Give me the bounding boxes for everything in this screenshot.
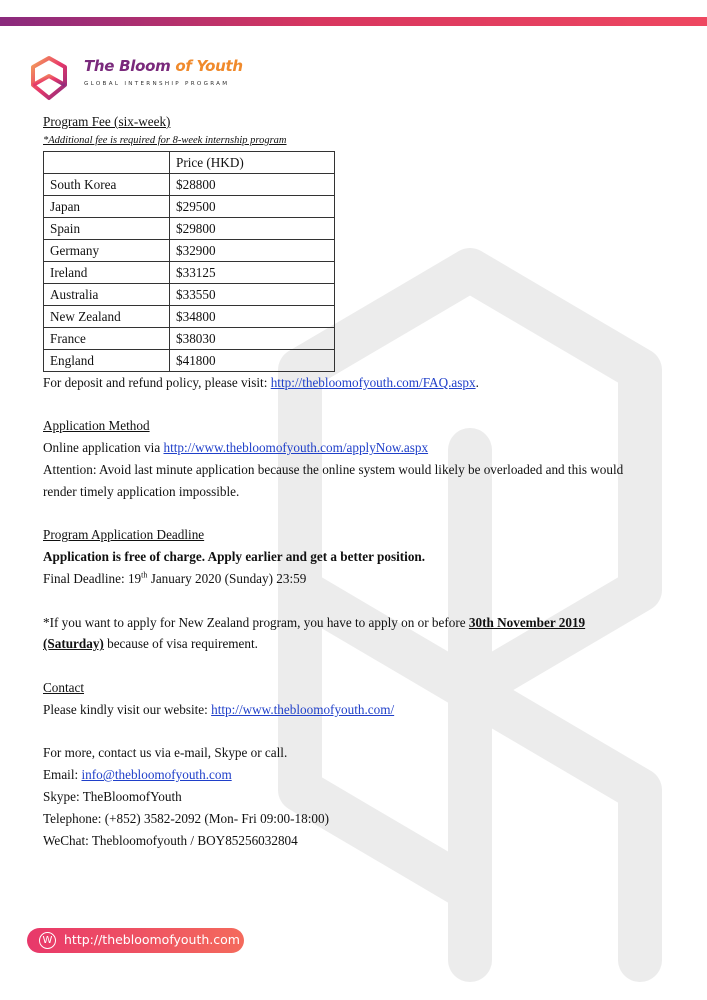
fee-table-row: [44, 327, 335, 349]
new-zealand-note: *If you want to apply for New Zealand program, you have to apply on or before 30th November 2019: [43, 614, 586, 630]
fee-table-row: [44, 305, 335, 327]
price-cell: $32900: [170, 239, 335, 261]
fee-table: [43, 151, 335, 372]
footer-url[interactable]: http://thebloomofyouth.com: [64, 932, 240, 947]
new-zealand-note-cont: (Saturday) because of visa requirement.: [43, 636, 258, 652]
country-cell: Germany: [44, 239, 170, 261]
country-cell: [44, 151, 170, 173]
attention-line-2: render timely application impossible.: [43, 483, 240, 499]
fee-table-row: [44, 195, 335, 217]
top-gradient-bar: [0, 17, 707, 26]
fee-table-row: [44, 173, 335, 195]
fee-table-row: [44, 349, 335, 371]
web-icon: W: [39, 932, 56, 949]
fee-table-row: [44, 283, 335, 305]
country-cell: New Zealand: [44, 305, 170, 327]
deadline-heading: Program Application Deadline: [43, 527, 205, 543]
country-cell: Japan: [44, 195, 170, 217]
price-cell: $38030: [170, 327, 335, 349]
country-cell: Spain: [44, 217, 170, 239]
document-body: [43, 111, 683, 851]
price-cell: $29800: [170, 217, 335, 239]
brand-logo: [26, 55, 243, 103]
email-link[interactable]: info@thebloomofyouth.com: [81, 767, 232, 783]
free-of-charge-line: Application is free of charge. Apply earlier and get a better position.: [43, 549, 426, 565]
fee-table-header: [44, 151, 335, 173]
nz-deadline-date: 30th November 2019: [468, 614, 586, 630]
price-cell: $28800: [170, 173, 335, 195]
application-method-heading: Application Method: [43, 418, 150, 434]
price-cell: $29500: [170, 195, 335, 217]
fee-table-row: [44, 261, 335, 283]
faq-link[interactable]: http://thebloomofyouth.com/FAQ.aspx: [270, 374, 476, 390]
price-cell: $33550: [170, 283, 335, 305]
country-cell: Ireland: [44, 261, 170, 283]
nz-deadline-day: (Saturday): [43, 636, 104, 652]
price-cell: $33125: [170, 261, 335, 283]
price-cell: $34800: [170, 305, 335, 327]
price-cell: $41800: [170, 349, 335, 371]
country-cell: England: [44, 349, 170, 371]
contact-heading: Contact: [43, 679, 85, 695]
country-cell: France: [44, 327, 170, 349]
fee-note: *Additional fee is required for 8-week internship program: [43, 134, 287, 146]
contact-more: For more, contact us via e-mail, Skype or call.: [43, 745, 288, 761]
email-line: Email: info@thebloomofyouth.com: [43, 767, 232, 783]
fee-table-row: [44, 239, 335, 261]
price-cell: Price (HKD): [170, 151, 335, 173]
telephone-line: Telephone: (+852) 3582-2092 (Mon- Fri 09:00-18:00): [43, 810, 329, 826]
online-application-line: Online application via http://www.thebloomofyouth.com/applyNow.aspx: [43, 440, 429, 456]
country-cell: Australia: [44, 283, 170, 305]
footer-url-pill[interactable]: [27, 928, 244, 953]
brand-subtitle: GLOBAL INTERNSHIP PROGRAM: [84, 81, 230, 87]
final-deadline-line: Final Deadline: 19th January 2020 (Sunday) 23:59: [43, 570, 307, 586]
policy-line: For deposit and refund policy, please visit: http://thebloomofyouth.com/FAQ.aspx.: [43, 374, 479, 390]
attention-line-1: Attention: Avoid last minute application because the online system would likely be overloaded and this would: [43, 461, 624, 477]
website-line: Please kindly visit our website: http://www.thebloomofyouth.com/: [43, 701, 395, 717]
wechat-line: WeChat: Thebloomofyouth / BOY85256032804: [43, 832, 298, 848]
website-link[interactable]: http://www.thebloomofyouth.com/: [211, 701, 395, 717]
fee-heading: Program Fee (six-week): [43, 114, 171, 129]
country-cell: South Korea: [44, 173, 170, 195]
skype-line: Skype: TheBloomofYouth: [43, 788, 182, 804]
fee-table-row: [44, 217, 335, 239]
apply-now-link[interactable]: http://www.thebloomofyouth.com/applyNow.aspx: [163, 440, 429, 456]
brand-name: The Bloom of Youth: [84, 57, 243, 75]
bloom-logo-icon: [26, 55, 72, 101]
